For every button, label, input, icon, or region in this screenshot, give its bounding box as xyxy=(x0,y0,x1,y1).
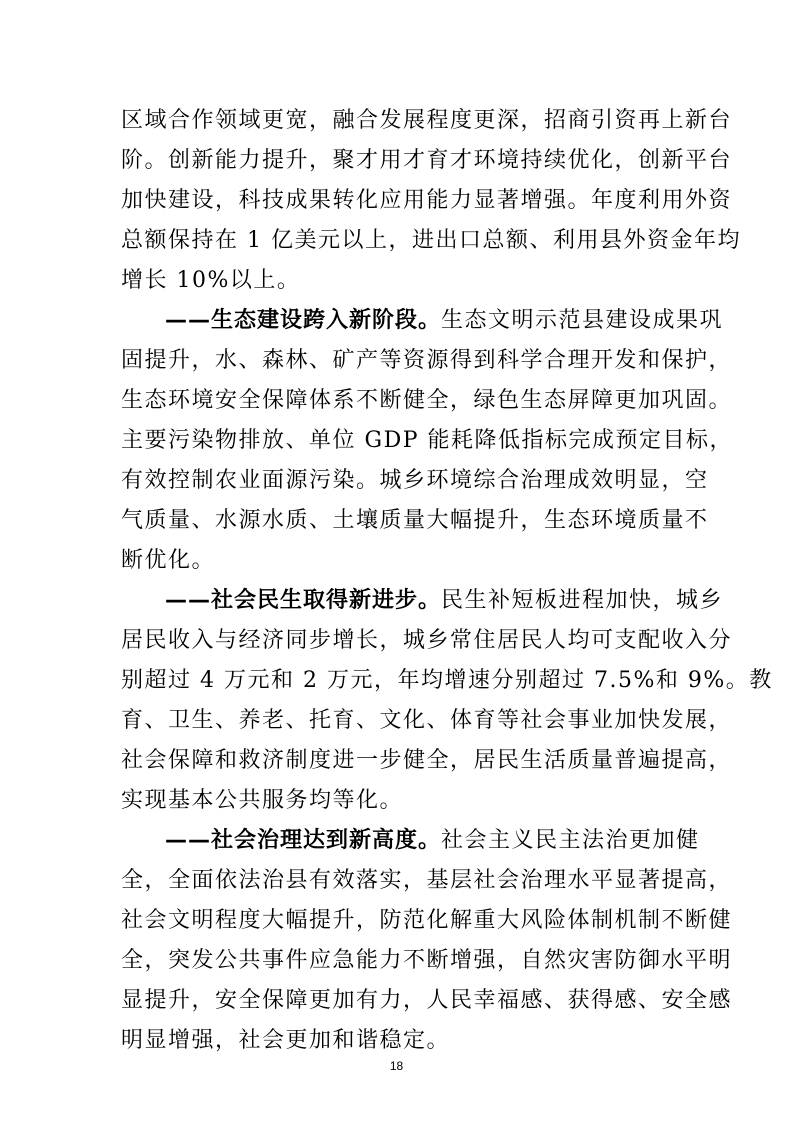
text-line: 有效控制农业面源污染。城乡环境综合治理成效明显，空 xyxy=(121,468,709,493)
text-line: 居民收入与经济同步增长，城乡常住居民人均可支配收入分 xyxy=(121,628,733,653)
text-line: 气质量、水源水质、土壤质量大幅提升，生态环境质量不 xyxy=(121,508,709,533)
text-line: 社会文明程度大幅提升，防范化解重大风险体制机制不断健 xyxy=(121,908,733,933)
text-line: 实现基本公共服务均等化。 xyxy=(121,788,404,813)
text-line: 增长 10%以上。 xyxy=(121,268,301,293)
text-line: 固提升，水、森林、矿产等资源得到科学合理开发和保护， xyxy=(121,348,733,373)
text-line: 社会保障和救济制度进一步健全，居民生活质量普遍提高， xyxy=(121,748,733,773)
section-heading: ——社会民生取得新进步。 xyxy=(165,588,442,613)
text-line: 别超过 4 万元和 2 万元，年均增速分别超过 7.5%和 9%。教 xyxy=(121,668,773,693)
text-line: 全，突发公共事件应急能力不断增强，自然灾害防御水平明 xyxy=(121,948,733,973)
text-run: 社会主义民主法治更加健 xyxy=(441,828,700,853)
text-line: 加快建设，科技成果转化应用能力显著增强。年度利用外资 xyxy=(121,188,733,213)
text-line: 生态环境安全保障体系不断健全，绿色生态屏障更加巩固。 xyxy=(121,388,733,413)
text-line: 显提升，安全保障更加有力，人民幸福感、获得感、安全感 xyxy=(121,988,733,1013)
section-heading: ——生态建设跨入新阶段。 xyxy=(165,308,442,333)
text-line: 断优化。 xyxy=(121,548,216,573)
text-line: 总额保持在 1 亿美元以上，进出口总额、利用县外资金年均 xyxy=(121,228,741,253)
text-line xyxy=(165,586,725,616)
text-line xyxy=(165,306,725,336)
text-line: 阶。创新能力提升，聚才用才育才环境持续优化，创新平台 xyxy=(121,148,733,173)
text-line: 区域合作领域更宽，融合发展程度更深，招商引资再上新台 xyxy=(121,108,733,133)
text-line: 明显增强，社会更加和谐稳定。 xyxy=(121,1028,451,1053)
text-line xyxy=(165,826,725,856)
section-heading: ——社会治理达到新高度。 xyxy=(165,828,442,853)
text-line: 主要污染物排放、单位 GDP 能耗降低指标完成预定目标， xyxy=(121,428,734,453)
page-number: 18 xyxy=(389,1059,404,1073)
text-run: 民生补短板进程加快，城乡 xyxy=(441,588,724,613)
text-line: 育、卫生、养老、托育、文化、体育等社会事业加快发展， xyxy=(121,708,733,733)
text-line: 全，全面依法治县有效落实，基层社会治理水平显著提高， xyxy=(121,868,733,893)
text-run: 生态文明示范县建设成果巩 xyxy=(441,308,724,333)
